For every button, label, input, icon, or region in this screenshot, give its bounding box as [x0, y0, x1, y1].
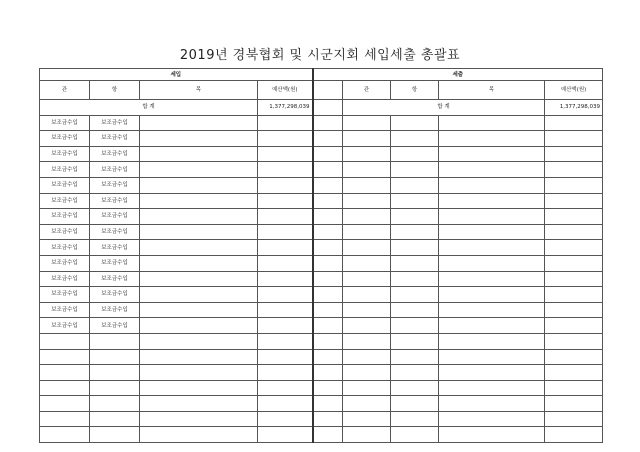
row-hang-expense	[391, 318, 439, 334]
row-mok-expense	[439, 349, 545, 365]
row-hang-expense	[391, 271, 439, 287]
row-blank	[313, 224, 343, 240]
row-gwan-expense	[343, 349, 391, 365]
row-mok	[140, 349, 258, 365]
row-hang: 보조금수입	[90, 287, 140, 303]
row-gwan-expense	[343, 115, 391, 131]
row-mok-expense	[439, 287, 545, 303]
row-hang: 보조금수입	[90, 318, 140, 334]
row-hang-expense	[391, 396, 439, 412]
row-amount	[258, 131, 313, 147]
row-amount-expense	[545, 131, 603, 147]
row-mok	[140, 177, 258, 193]
row-mok-expense	[439, 427, 545, 443]
row-blank	[313, 411, 343, 427]
row-amount	[258, 380, 313, 396]
row-gwan-expense	[343, 411, 391, 427]
table-row	[40, 365, 603, 381]
row-hang-expense	[391, 365, 439, 381]
row-amount-expense	[545, 255, 603, 271]
row-gwan: 보조금수입	[40, 131, 90, 147]
row-gwan: 보조금수입	[40, 318, 90, 334]
table-row	[40, 115, 603, 131]
row-gwan	[40, 333, 90, 349]
row-amount	[258, 224, 313, 240]
row-amount-expense	[545, 224, 603, 240]
row-amount	[258, 240, 313, 256]
row-mok-expense	[439, 162, 545, 178]
row-mok-expense	[439, 115, 545, 131]
row-gwan-expense	[343, 380, 391, 396]
row-mok	[140, 224, 258, 240]
row-gwan	[40, 411, 90, 427]
row-mok-expense	[439, 380, 545, 396]
row-blank	[313, 349, 343, 365]
row-amount-expense	[545, 427, 603, 443]
row-mok	[140, 411, 258, 427]
row-hang: 보조금수입	[90, 115, 140, 131]
col-amount-expense: 예산액(원)	[545, 81, 603, 100]
row-hang-expense	[391, 146, 439, 162]
row-amount-expense	[545, 411, 603, 427]
row-mok	[140, 115, 258, 131]
row-mok-expense	[439, 177, 545, 193]
row-hang: 보조금수입	[90, 255, 140, 271]
row-blank	[313, 162, 343, 178]
row-amount	[258, 162, 313, 178]
row-amount	[258, 318, 313, 334]
row-amount-expense	[545, 302, 603, 318]
row-gwan-expense	[343, 318, 391, 334]
row-blank	[313, 209, 343, 225]
row-amount-expense	[545, 240, 603, 256]
row-amount	[258, 333, 313, 349]
row-blank	[313, 271, 343, 287]
row-mok-expense	[439, 240, 545, 256]
row-gwan: 보조금수입	[40, 162, 90, 178]
row-amount	[258, 271, 313, 287]
row-hang	[90, 365, 140, 381]
row-hang: 보조금수입	[90, 271, 140, 287]
table-row	[40, 162, 603, 178]
row-mok	[140, 318, 258, 334]
row-blank	[313, 287, 343, 303]
row-gwan: 보조금수입	[40, 209, 90, 225]
row-mok-expense	[439, 318, 545, 334]
row-blank	[313, 193, 343, 209]
row-gwan: 보조금수입	[40, 193, 90, 209]
table-row	[40, 302, 603, 318]
row-hang-expense	[391, 177, 439, 193]
row-gwan-expense	[343, 131, 391, 147]
page-title: 2019년 경북협회 및 시군지회 세입세출 총괄표	[179, 48, 461, 63]
row-amount	[258, 411, 313, 427]
row-mok	[140, 146, 258, 162]
row-mok	[140, 255, 258, 271]
row-amount-expense	[545, 177, 603, 193]
total-label: 합 계	[40, 100, 258, 116]
row-mok	[140, 271, 258, 287]
table-row	[40, 396, 603, 412]
row-mok	[140, 396, 258, 412]
row-amount-expense	[545, 396, 603, 412]
row-gwan: 보조금수입	[40, 240, 90, 256]
table-body	[40, 115, 603, 442]
row-hang	[90, 333, 140, 349]
row-blank	[313, 365, 343, 381]
row-hang-expense	[391, 193, 439, 209]
row-gwan	[40, 365, 90, 381]
row-mok-expense	[439, 396, 545, 412]
row-hang-expense	[391, 162, 439, 178]
row-gwan: 보조금수입	[40, 224, 90, 240]
total-expense-amount: 1,377,298,039	[545, 100, 603, 116]
row-hang-expense	[391, 333, 439, 349]
row-gwan-expense	[343, 365, 391, 381]
row-hang-expense	[391, 224, 439, 240]
row-hang-expense	[391, 131, 439, 147]
col-amount: 예산액(원)	[258, 81, 313, 100]
row-mok-expense	[439, 224, 545, 240]
row-amount-expense	[545, 271, 603, 287]
row-mok-expense	[439, 255, 545, 271]
table-row	[40, 427, 603, 443]
row-mok	[140, 333, 258, 349]
row-hang	[90, 380, 140, 396]
row-gwan-expense	[343, 209, 391, 225]
row-gwan-expense	[343, 287, 391, 303]
row-hang-expense	[391, 411, 439, 427]
row-hang: 보조금수입	[90, 224, 140, 240]
row-amount-expense	[545, 115, 603, 131]
row-hang-expense	[391, 287, 439, 303]
table-row	[40, 333, 603, 349]
row-amount-expense	[545, 146, 603, 162]
table-row	[40, 177, 603, 193]
row-amount	[258, 396, 313, 412]
row-amount	[258, 427, 313, 443]
row-mok-expense	[439, 302, 545, 318]
row-amount	[258, 365, 313, 381]
row-gwan-expense	[343, 162, 391, 178]
row-amount-expense	[545, 333, 603, 349]
table-row	[40, 146, 603, 162]
col-hang: 항	[90, 81, 140, 100]
row-hang-expense	[391, 240, 439, 256]
row-amount-expense	[545, 318, 603, 334]
row-blank	[313, 131, 343, 147]
row-mok	[140, 287, 258, 303]
row-amount-expense	[545, 209, 603, 225]
row-mok	[140, 380, 258, 396]
table-row	[40, 318, 603, 334]
row-blank	[313, 255, 343, 271]
row-mok-expense	[439, 411, 545, 427]
table-row	[40, 255, 603, 271]
row-mok-expense	[439, 193, 545, 209]
row-hang: 보조금수입	[90, 302, 140, 318]
row-mok-expense	[439, 271, 545, 287]
row-hang-expense	[391, 380, 439, 396]
col-hang-expense: 항	[391, 81, 439, 100]
row-blank	[313, 177, 343, 193]
row-hang-expense	[391, 302, 439, 318]
row-gwan-expense	[343, 240, 391, 256]
row-hang: 보조금수입	[90, 193, 140, 209]
row-gwan-expense	[343, 333, 391, 349]
total-label-expense: 합 계	[343, 100, 545, 116]
row-amount	[258, 302, 313, 318]
row-amount-expense	[545, 365, 603, 381]
col-gwan: 관	[40, 81, 90, 100]
row-hang	[90, 396, 140, 412]
table-row	[40, 193, 603, 209]
row-mok	[140, 131, 258, 147]
table-row	[40, 349, 603, 365]
income-section-header: 세입	[40, 69, 313, 81]
col-blank	[313, 81, 343, 100]
row-amount-expense	[545, 287, 603, 303]
row-hang	[90, 411, 140, 427]
row-mok	[140, 240, 258, 256]
total-income-amount: 1,377,298,039	[258, 100, 313, 116]
row-hang	[90, 349, 140, 365]
row-mok-expense	[439, 333, 545, 349]
row-blank	[313, 318, 343, 334]
col-mok-expense: 목	[439, 81, 545, 100]
row-mok	[140, 427, 258, 443]
row-amount	[258, 287, 313, 303]
row-mok	[140, 193, 258, 209]
row-hang	[90, 427, 140, 443]
row-blank	[313, 302, 343, 318]
table-row	[40, 240, 603, 256]
row-hang-expense	[391, 427, 439, 443]
row-mok	[140, 365, 258, 381]
row-hang-expense	[391, 115, 439, 131]
row-gwan: 보조금수입	[40, 302, 90, 318]
row-mok-expense	[439, 146, 545, 162]
row-blank	[313, 396, 343, 412]
row-blank	[313, 427, 343, 443]
row-hang-expense	[391, 255, 439, 271]
col-gwan-expense: 관	[343, 81, 391, 100]
row-gwan: 보조금수입	[40, 255, 90, 271]
expense-section-header: 세출	[313, 69, 603, 81]
row-mok-expense	[439, 209, 545, 225]
row-gwan-expense	[343, 302, 391, 318]
row-amount-expense	[545, 380, 603, 396]
row-amount	[258, 349, 313, 365]
col-mok: 목	[140, 81, 258, 100]
table-row	[40, 209, 603, 225]
row-gwan-expense	[343, 224, 391, 240]
row-mok-expense	[439, 365, 545, 381]
row-amount-expense	[545, 162, 603, 178]
table-row	[40, 131, 603, 147]
row-gwan	[40, 349, 90, 365]
row-hang: 보조금수입	[90, 162, 140, 178]
row-mok	[140, 302, 258, 318]
row-hang: 보조금수입	[90, 240, 140, 256]
row-hang: 보조금수입	[90, 177, 140, 193]
row-gwan: 보조금수입	[40, 146, 90, 162]
row-hang: 보조금수입	[90, 131, 140, 147]
row-gwan-expense	[343, 146, 391, 162]
row-gwan	[40, 380, 90, 396]
row-amount	[258, 177, 313, 193]
row-amount-expense	[545, 349, 603, 365]
row-gwan-expense	[343, 193, 391, 209]
row-gwan-expense	[343, 271, 391, 287]
row-mok-expense	[439, 131, 545, 147]
row-gwan	[40, 427, 90, 443]
row-mok	[140, 209, 258, 225]
row-gwan: 보조금수입	[40, 177, 90, 193]
row-blank	[313, 240, 343, 256]
row-amount-expense	[545, 193, 603, 209]
row-gwan: 보조금수입	[40, 115, 90, 131]
row-amount	[258, 209, 313, 225]
row-gwan	[40, 396, 90, 412]
row-gwan: 보조금수입	[40, 287, 90, 303]
row-amount	[258, 115, 313, 131]
budget-summary-table	[39, 68, 602, 443]
table-row	[40, 224, 603, 240]
row-hang-expense	[391, 209, 439, 225]
row-amount	[258, 255, 313, 271]
row-gwan-expense	[343, 177, 391, 193]
row-gwan-expense	[343, 255, 391, 271]
table-row	[40, 411, 603, 427]
table-row	[40, 380, 603, 396]
row-amount	[258, 146, 313, 162]
row-amount	[258, 193, 313, 209]
table-row	[40, 271, 603, 287]
row-gwan: 보조금수입	[40, 271, 90, 287]
table-row	[40, 287, 603, 303]
row-gwan-expense	[343, 396, 391, 412]
row-gwan-expense	[343, 427, 391, 443]
row-hang: 보조금수입	[90, 209, 140, 225]
row-hang: 보조금수입	[90, 146, 140, 162]
row-blank	[313, 333, 343, 349]
row-blank	[313, 146, 343, 162]
row-mok	[140, 162, 258, 178]
row-blank	[313, 380, 343, 396]
row-hang-expense	[391, 349, 439, 365]
row-blank	[313, 115, 343, 131]
